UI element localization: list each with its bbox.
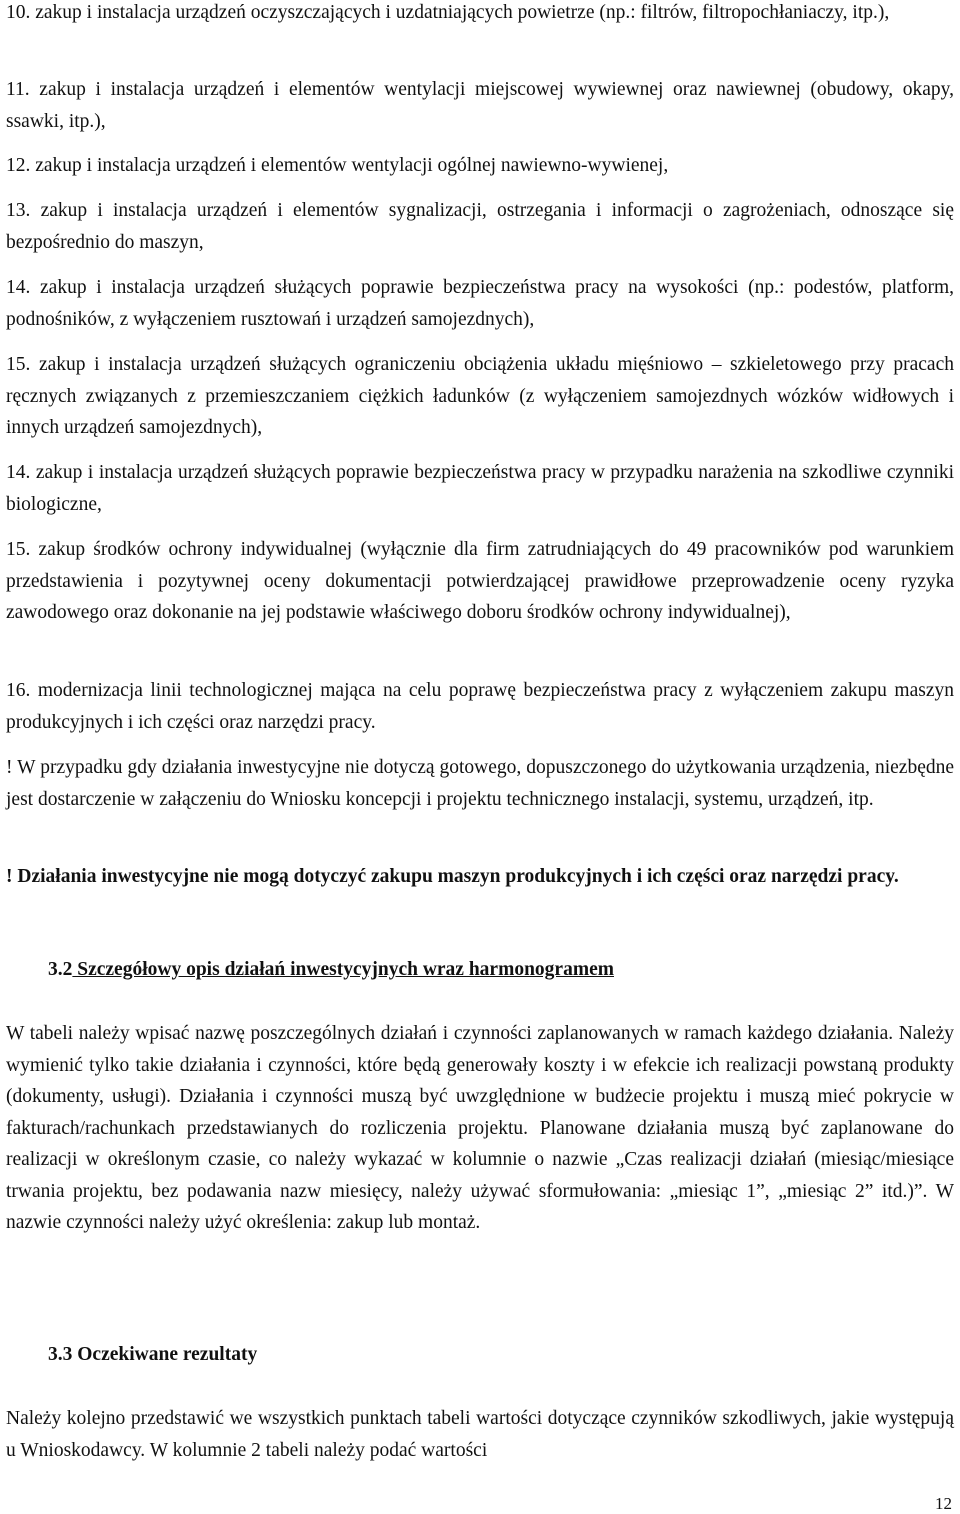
list-item-11: 11. zakup i instalacja urządzeń i elementów wentylacji miejscowej wywiewnej oraz nawiewnej (obudowy, okapy, ssawki, itp.), xyxy=(6,79,954,132)
list-item-10: 10. zakup i instalacja urządzeń oczyszczających i uzdatniających powietrze (np.: filtrów, filtropochłaniaczy, itp.), xyxy=(6,2,890,23)
section-3-3-body: Należy kolejno przedstawić we wszystkich punktach tabeli wartości dotyczące czynników szkodliwych, jakie występują u Wnioskodawcy. W kolumnie 2 tabeli należy podać wartości xyxy=(6,1408,954,1461)
section-3-2-heading xyxy=(48,954,614,986)
list-item-16: 16. modernizacja linii technologicznej mająca na celu poprawę bezpieczeństwa pracy z wyłączeniem zakupu maszyn produkcyjnych i ich części oraz narzędzi pracy. xyxy=(6,680,954,733)
section-3-2-number: 3.2 xyxy=(48,959,73,980)
note-warning-bold: ! Działania inwestycyjne nie mogą dotyczyć zakupu maszyn produkcyjnych i ich części oraz narzędzi pracy. xyxy=(6,866,899,887)
list-item-14b: 14. zakup i instalacja urządzeń służących poprawie bezpieczeństwa pracy w przypadku narażenia na szkodliwe czynniki biologiczne, xyxy=(6,462,954,515)
section-3-3-heading xyxy=(48,1339,257,1371)
list-item-15b: 15. zakup środków ochrony indywidualnej (wyłącznie dla firm zatrudniających do 49 pracowników pod warunkiem przedstawienia i pozytywnej oceny dokumentacji potwierdzającej prawidłowe przeprowadzenie oceny ryzyka zawodowego oraz dokonanie na jej podstawie właściwego doboru środków ochrony indywidualnej), xyxy=(6,539,954,623)
section-3-2-title: Szczegółowy opis działań inwestycyjnych wraz harmonogramem xyxy=(72,959,614,980)
section-3-3-title: Oczekiwane rezultaty xyxy=(72,1344,258,1365)
list-item-14: 14. zakup i instalacja urządzeń służących poprawie bezpieczeństwa pracy na wysokości (np.: podestów, platform, podnośników, z wyłączeniem rusztowań i urządzeń samojezdnych), xyxy=(6,277,954,330)
note-warning: ! W przypadku gdy działania inwestycyjne nie dotyczą gotowego, dopuszczonego do użytkowania urządzenia, niezbędne jest dostarczenie w załączeniu do Wniosku koncepcji i projektu technicznego instalacji, systemu, urządzeń, itp. xyxy=(6,757,954,810)
list-item-12: 12. zakup i instalacja urządzeń i elementów wentylacji ogólnej nawiewno-wywienej, xyxy=(6,155,669,176)
section-3-2-body: W tabeli należy wpisać nazwę poszczególnych działań i czynności zaplanowanych w ramach każdego działania. Należy wymienić tylko takie działania i czynności, które będą generowały koszty i w efekcie ich realizacji powstaną produkty (dokumenty, usługi). Działania i czynności muszą być uwzględnione w budżecie projektu i muszą mieć pokrycie w fakturach/rachunkach przedstawianych do rozliczenia projektu. Planowane działania muszą być zaplanowane do realizacji w określonym czasie, co należy wykazać w kolumnie o nazwie „Czas realizacji działań (miesiąc/miesiące trwania projektu, bez podawania nazw miesięcy, należy używać sformułowania: „miesiąc 1”, „miesiąc 2” itd.)”. W nazwie czynności należy użyć określenia: zakup lub montaż. xyxy=(6,1023,954,1233)
list-item-15: 15. zakup i instalacja urządzeń służących ograniczeniu obciążenia układu mięśniowo – szkieletowego przy pracach ręcznych związanych z przemieszczaniem ciężkich ładunków (z wyłączeniem samojezdnych wózków widłowych i innych urządzeń samojezdnych), xyxy=(6,354,954,438)
page-number: 12 xyxy=(935,1494,952,1513)
section-3-3-number: 3.3 xyxy=(48,1344,73,1365)
list-item-13: 13. zakup i instalacja urządzeń i elementów sygnalizacji, ostrzegania i informacji o zagrożeniach, odnoszące się bezpośrednio do maszyn, xyxy=(6,200,954,253)
